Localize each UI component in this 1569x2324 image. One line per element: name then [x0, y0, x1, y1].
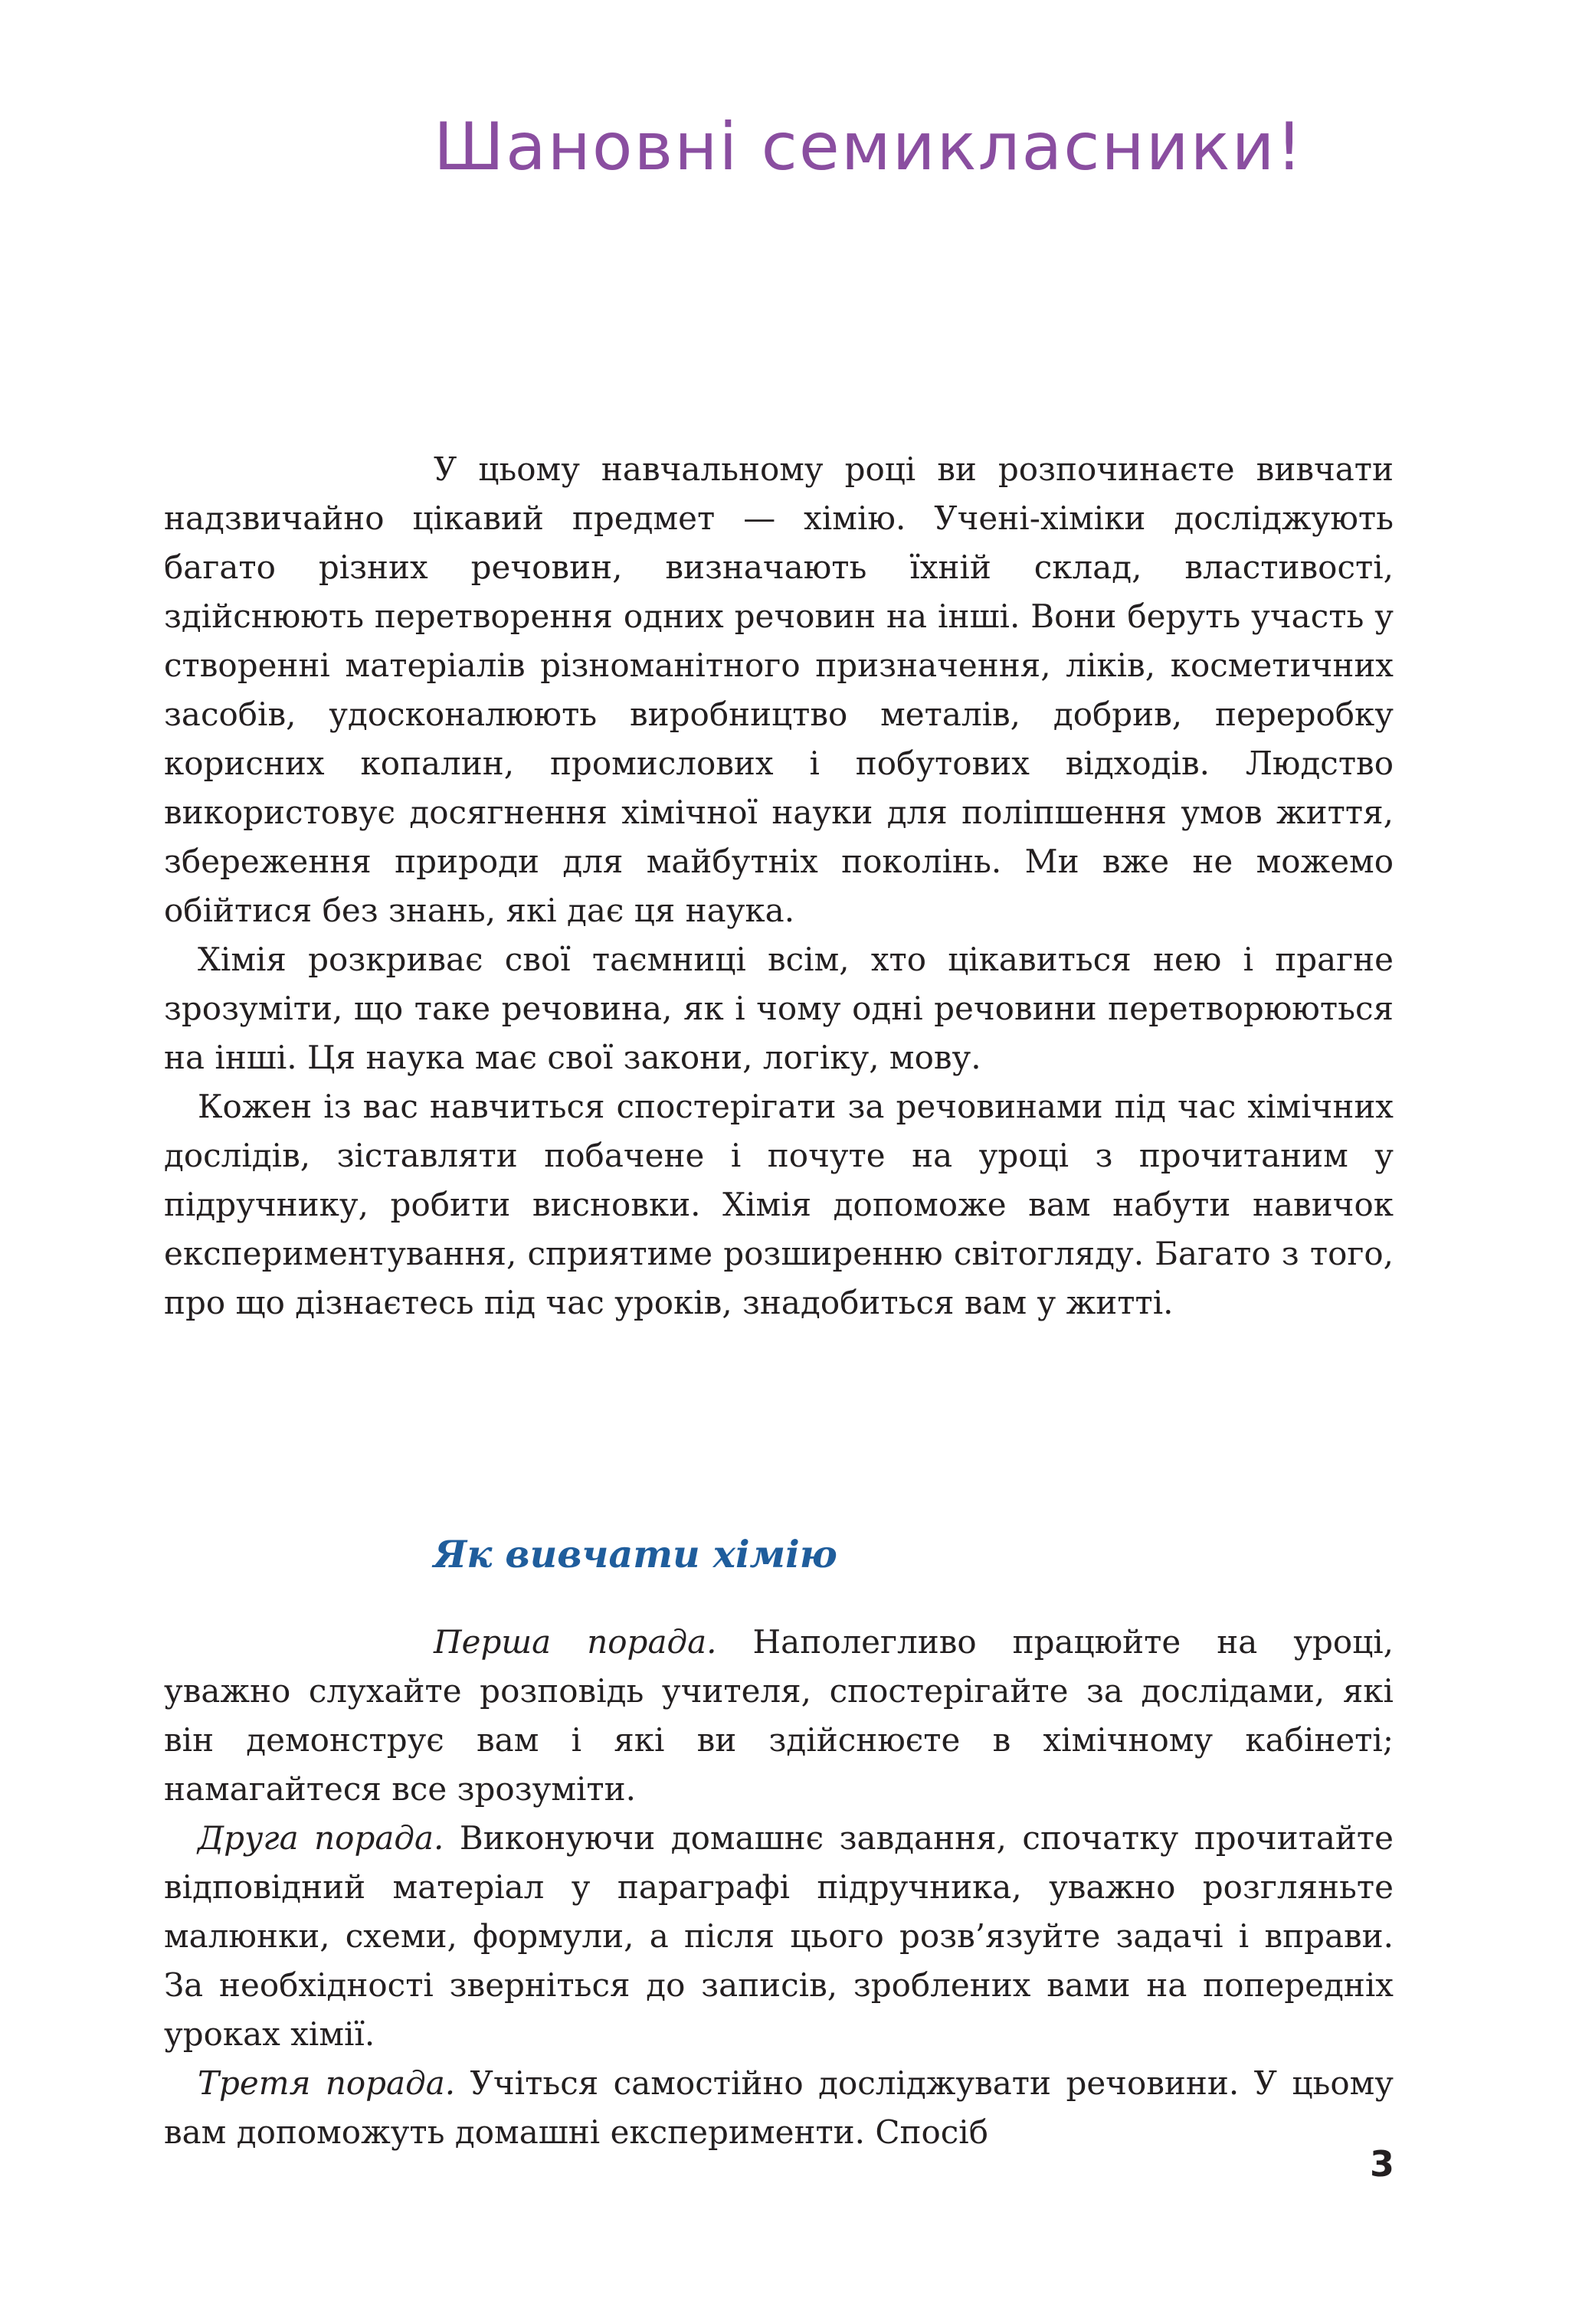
intro-paragraph: Кожен із вас навчиться спостерігати за речовинами під час хімічних дослідів, зіставляти побачене і почуте на уроці з прочитаним у підручнику, робити висновки. Хімія допоможе вам набути навичок експериментування, сприятиме розширенню світогляду. Багато з того, про що дізнаєтесь під час уроків, знадобиться вам у житті.: [164, 1088, 1394, 1321]
section-heading: Як вивчати хімію: [434, 1532, 837, 1576]
intro-paragraph: У цьому навчальному році ви розпочинаєте вивчати надзвичайно цікавий предмет — хімію. Учені-хіміки досліджують багато різних речовин, визначають їхній склад, властивості, здійснюють перетворення одних речовин на інші. Вони беруть участь у створенні матеріалів різноманітного призначення, ліків, косметичних засобів, удосконалюють виробництво металів, добрив, переробку корисних копалин, промислових і побутових відходів. Людство використовує досягнення хімічної науки для поліпшення умов життя, збереження природи для майбутніх поколінь. Ми вже не можемо обійтися без знань, які дає ця наука.: [164, 450, 1394, 929]
advice-lead: Перша порада.: [434, 1623, 717, 1661]
advice-section: [164, 1618, 1394, 2157]
advice-text: Учіться самостійно досліджувати речовини. У цьому вам допоможуть домашні експерименти. Спосіб: [164, 2064, 1394, 2151]
advice-lead: Третя порада.: [198, 2064, 456, 2102]
advice-text: Виконуючи домашнє завдання, спочатку прочитайте відповідний матеріал у параграфі підручника, уважно розгляньте малюнки, схеми, формули, а після цього розв’язуйте задачі і вправи. За необхідності зверніться до записів, зроблених вами на попередніх уроках хімії.: [164, 1819, 1394, 2053]
advice-paragraph: [164, 1618, 1394, 1814]
advice-lead: Друга порада.: [198, 1819, 444, 1857]
page-number: 3: [1370, 2143, 1395, 2185]
intro-paragraph: Хімія розкриває свої таємниці всім, хто цікавиться нею і прагне зрозуміти, що таке речовина, як і чому одні речовини перетворюються на інші. Ця наука має свої закони, логіку, мову.: [164, 941, 1394, 1076]
advice-text: Наполегливо працюйте на уроці, уважно слухайте розповідь учителя, спостерігайте за дослідами, які він демонструє вам і які ви здійснюєте в хімічному кабінеті; намагайтеся все зрозуміти.: [164, 1623, 1394, 1808]
page-title: Шановні семикласники!: [434, 109, 1304, 185]
intro-section: [164, 445, 1394, 1327]
advice-paragraph: [164, 2059, 1394, 2157]
advice-paragraph: [164, 1814, 1394, 2059]
